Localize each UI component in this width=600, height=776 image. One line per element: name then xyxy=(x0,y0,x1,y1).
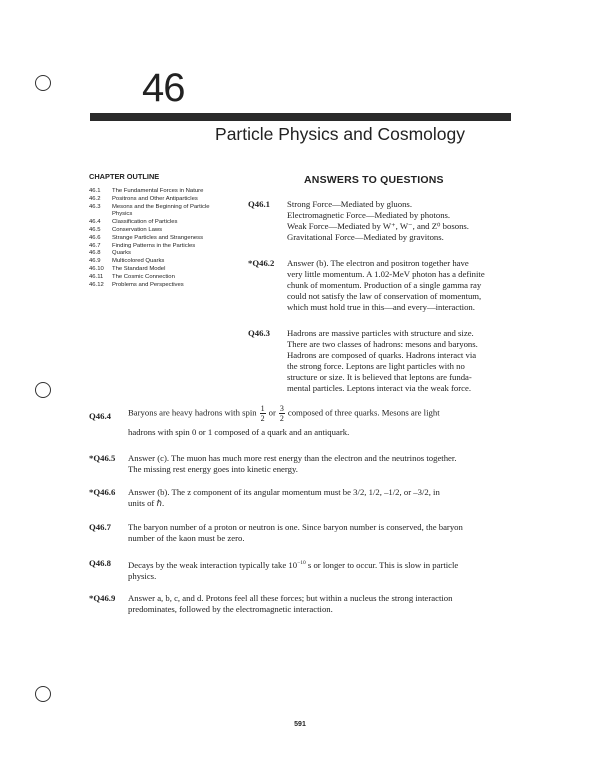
outline-item: 46.7 Finding Patterns in the Particles xyxy=(89,242,196,249)
answer-text: Answer (b). The z component of its angular momentum must be 3/2, 1/2, –1/2, or –3/2, in units of ℏ. xyxy=(128,487,440,509)
fraction-three-halves: $\frac{3}{2}$ xyxy=(279,404,284,423)
outline-item: 46.9 Multicolored Quarks xyxy=(89,258,165,265)
chapter-rule xyxy=(90,113,511,121)
outline-item: 46.8 Quarks xyxy=(89,250,131,257)
answer-text: Answer a, b, c, and d. Protons feel all these forces; but within a nucleus the strong interaction predominates, followed by the electromagnetic interaction. xyxy=(128,593,453,615)
question-label: *Q46.5 xyxy=(89,453,116,463)
outline-heading: CHAPTER OUTLINE xyxy=(89,172,160,181)
answer-text: Hadrons are massive particles with structure and size. There are two classes of hadrons: mesons and baryons. Hadrons are composed of quarks. Hadrons interact via the strong force. Leptons are light particles with no structure or size. It is believed that leptons are funda- mental particles. Leptons interact via the weak force. xyxy=(287,328,478,394)
binder-hole-middle xyxy=(35,382,51,398)
answer-text: Answer (c). The muon has much more rest energy than the electron and the neutrinos together. The missing rest energy goes into kinetic energy. xyxy=(128,453,457,475)
outline-item: 46.5 Conservation Laws xyxy=(89,226,163,233)
outline-item: 46.10 The Standard Model xyxy=(89,265,166,272)
outline-item: 46.1 The Fundamental Forces in Nature xyxy=(89,188,204,194)
outline-item: 46.11 The Cosmic Connection xyxy=(89,273,175,280)
answer-text: Strong Force—Mediated by gluons. Electromagnetic Force—Mediated by photons. Weak Force—Mediated by W⁺, W⁻, and Z⁰ bosons. Gravitational Force—Mediated by gravitons. xyxy=(287,199,469,243)
question-label: Q46.1 xyxy=(248,199,270,209)
power-of-ten: $10^{-10}$ xyxy=(288,559,306,570)
outline-item: 46.4 Classification of Particles xyxy=(89,219,178,226)
question-label: Q46.7 xyxy=(89,522,111,532)
answer-text: Baryons are heavy hadrons with spin $\frac{1}{2}$ or $\frac{3}{2}$ composed of three quarks. Mesons are light hadrons with spin 0 or 1 composed of a quark and an antiquark. xyxy=(128,404,440,437)
binder-hole-bottom xyxy=(35,686,51,702)
question-label: Q46.3 xyxy=(248,328,270,338)
chapter-outline xyxy=(89,188,229,289)
fraction-one-half: $\frac{1}{2}$ xyxy=(260,404,265,423)
question-label: Q46.8 xyxy=(89,558,111,568)
answer-text: The baryon number of a proton or neutron is one. Since baryon number is conserved, the baryon number of the kaon must be zero. xyxy=(128,522,463,544)
binder-hole-top xyxy=(35,75,51,91)
chapter-number: 46 xyxy=(142,66,185,110)
question-label: *Q46.6 xyxy=(89,487,116,497)
outline-item: 46.2 Positrons and Other Antiparticles xyxy=(89,195,198,202)
question-label: *Q46.9 xyxy=(89,593,116,603)
outline-item: 46.6 Strange Particles and Strangeness xyxy=(89,234,204,241)
answer-text: Answer (b). The electron and positron together have very little momentum. A 1.02-MeV photon has a definite chunk of momentum. Production of a single gamma ray could not satisfy the law of conservation of momentum, which must hold true in this—and every—interaction. xyxy=(287,258,485,313)
chapter-title: Particle Physics and Cosmology xyxy=(215,124,465,144)
question-label: Q46.4 xyxy=(89,411,111,421)
question-label: *Q46.2 xyxy=(248,258,275,268)
outline-item: 46.3 Mesons and the Beginning of Particle Physics xyxy=(89,203,210,218)
page-number: 591 xyxy=(294,721,306,728)
answer-text: Decays by the weak interaction typically take $10^{-10}$ s or longer to occur. This is slow in particle physics. xyxy=(128,559,459,581)
answers-heading: ANSWERS TO QUESTIONS xyxy=(304,174,444,186)
outline-item: 46.12 Problems and Perspectives xyxy=(89,281,184,288)
